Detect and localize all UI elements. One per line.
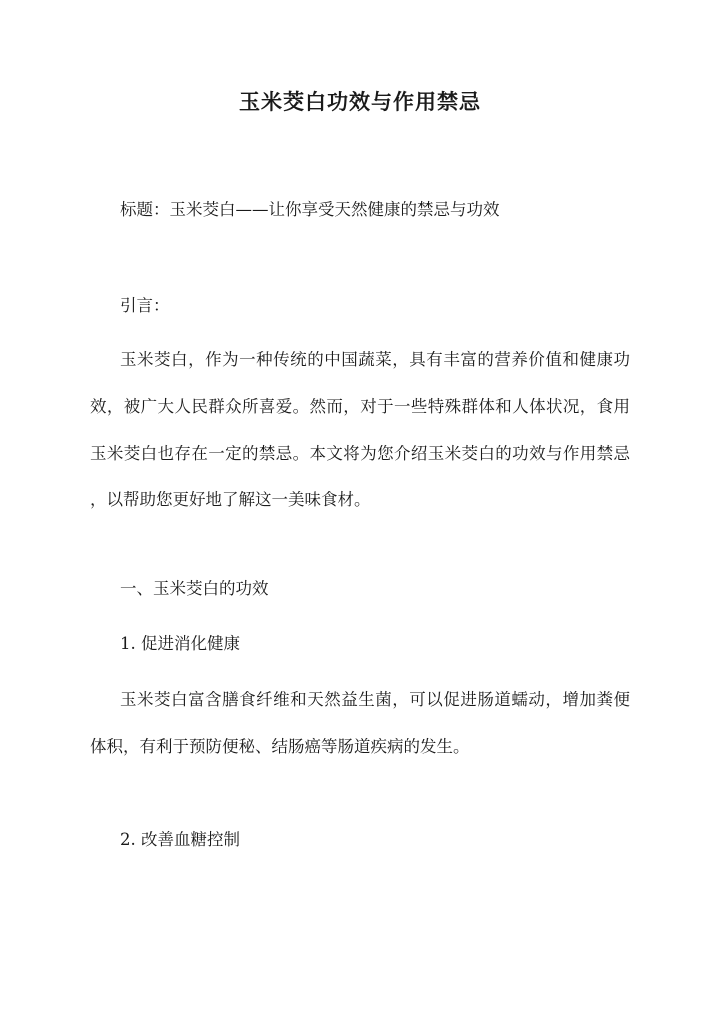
intro-heading: 引言： <box>120 296 170 315</box>
intro-paragraph-line: 效，被广大人民群众所喜爱。然而，对于一些特殊群体和人体状况，食用 <box>90 397 630 416</box>
subtitle-line: 标题：玉米茭白——让你享受天然健康的禁忌与功效 <box>120 200 500 219</box>
item-heading: 2. 改善血糖控制 <box>120 830 240 849</box>
document-title: 玉米茭白功效与作用禁忌 <box>239 89 481 114</box>
intro-paragraph-line: 玉米茭白，作为一种传统的中国蔬菜，具有丰富的营养价值和健康功 <box>120 350 630 369</box>
item-paragraph-line: 体积，有利于预防便秘、结肠癌等肠道疾病的发生。 <box>90 737 470 756</box>
item-paragraph-line: 玉米茭白富含膳食纤维和天然益生菌，可以促进肠道蠕动，增加粪便 <box>120 690 630 709</box>
item-heading: 1. 促进消化健康 <box>120 634 240 653</box>
section-heading: 一、玉米茭白的功效 <box>120 579 269 598</box>
intro-paragraph-line: 玉米茭白也存在一定的禁忌。本文将为您介绍玉米茭白的功效与作用禁忌 <box>90 444 630 463</box>
intro-paragraph-line: ，以帮助您更好地了解这一美味食材。 <box>90 490 371 509</box>
